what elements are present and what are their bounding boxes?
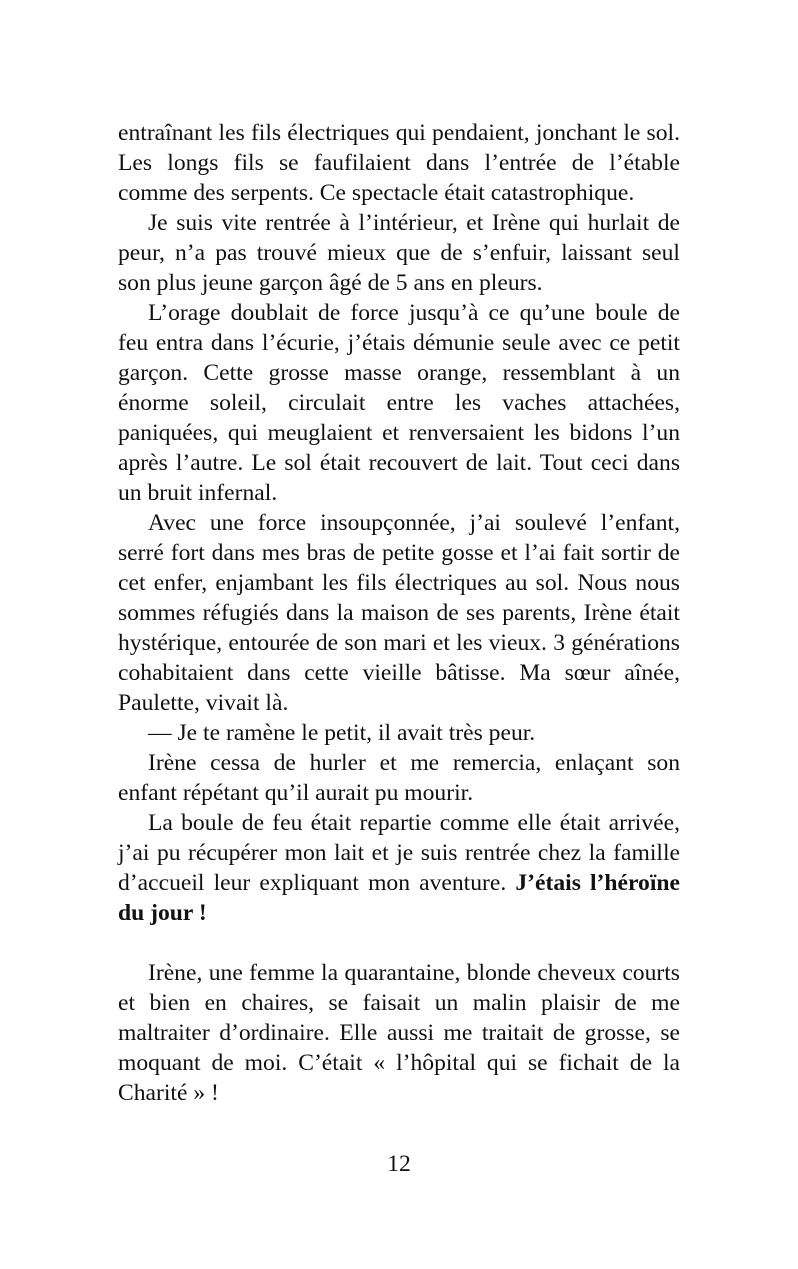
- book-page-text: [118, 118, 680, 1108]
- paragraph-6: Irène cessa de hurler et me remercia, enlaçant son enfant répétant qu’il aurait pu mourir.: [118, 750, 680, 806]
- paragraph-2: Je suis vite rentrée à l’intérieur, et Irène qui hurlait de peur, n’a pas trouvé mieux que de s’enfuir, laissant seul son plus jeune garçon âgé de 5 ans en pleurs.: [118, 210, 680, 296]
- paragraph-3: L’orage doublait de force jusqu’à ce qu’une boule de feu entra dans l’écurie, j’étais démunie seule avec ce petit garçon. Cette grosse masse orange, ressemblant à un énorme soleil, circulait entre les vaches attachées, paniquées, qui meuglaient et renversaient les bidons l’un après l’autre. Le sol était recouvert de lait. Tout ceci dans un bruit infernal.: [118, 300, 680, 506]
- heroine-emphasis: J’étais l’héroïne du jour !: [118, 870, 680, 926]
- paragraph-7-text: La boule de feu était repartie comme elle était arrivée, j’ai pu récupérer mon lait et je suis rentrée chez la famille d’accueil leur expliquant mon aventure.: [118, 810, 680, 896]
- page-number: 12: [387, 1151, 411, 1177]
- paragraph-7: [118, 808, 680, 928]
- dialogue-line: — Je te ramène le petit, il avait très peur.: [148, 720, 536, 746]
- paragraph-1: entraînant les fils électriques qui pendaient, jonchant le sol. Les longs fils se faufilaient dans l’entrée de l’étable comme des serpents. Ce spectacle était catastrophique.: [118, 120, 680, 206]
- paragraph-4: Avec une force insoupçonnée, j’ai soulevé l’enfant, serré fort dans mes bras de petite gosse et l’ai fait sortir de cet enfer, enjambant les fils électriques au sol. Nous nous sommes réfugiés dans la maison de ses parents, Irène était hystérique, entourée de son mari et les vieux. 3 générations cohabitaient dans cette vieille bâtisse. Ma sœur aînée, Paulette, vivait là.: [118, 510, 680, 716]
- paragraph-8: Irène, une femme la quarantaine, blonde cheveux courts et bien en chaires, se faisait un malin plaisir de me maltraiter d’ordinaire. Elle aussi me traitait de grosse, se moquant de moi. C’était « l’hôpital qui se fichait de la Charité » !: [118, 960, 680, 1106]
